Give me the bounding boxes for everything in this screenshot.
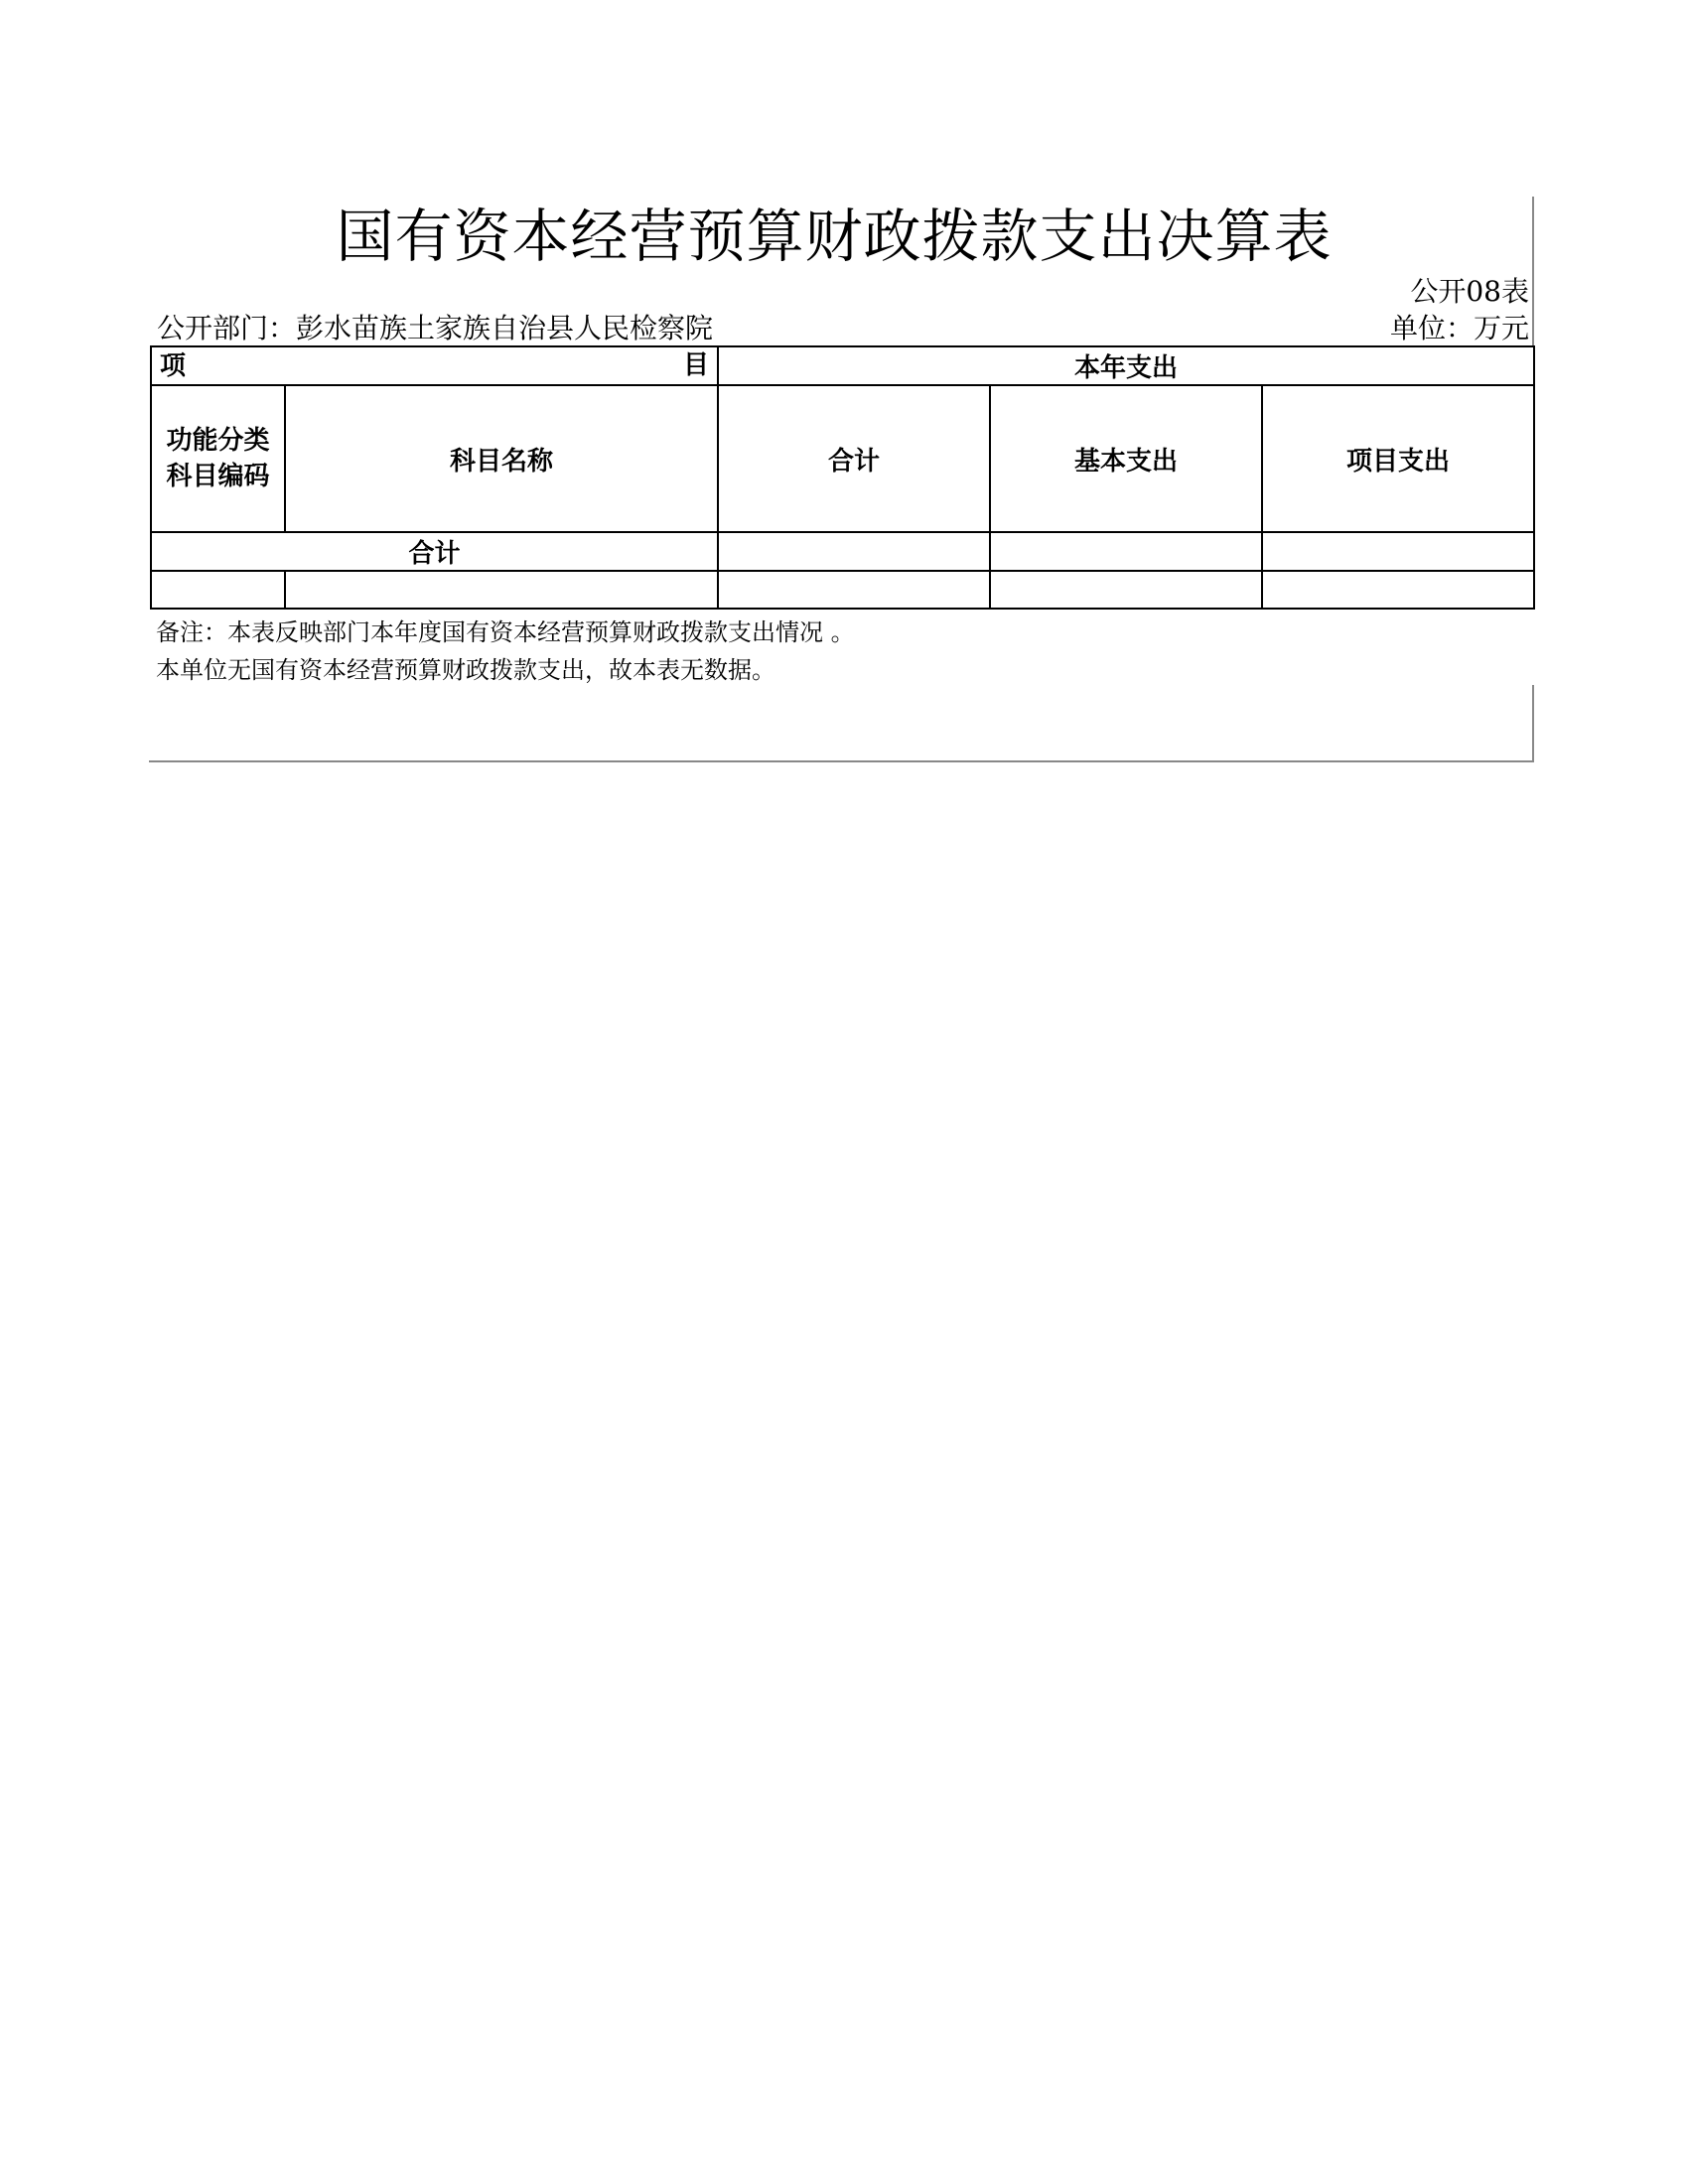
row-project	[1262, 571, 1534, 609]
notes	[156, 614, 855, 689]
total-project-value	[1262, 532, 1534, 571]
page-title: 国有资本经营预算财政拨款支出决算表	[336, 203, 1333, 270]
header-row-1	[151, 346, 1534, 385]
frame-line-right-bottom	[1532, 685, 1534, 762]
header-code-line2: 科目编码	[166, 462, 270, 491]
row-total	[718, 571, 990, 609]
header-basic: 基本支出	[990, 385, 1262, 532]
row-name	[285, 571, 718, 609]
table-number: 公开08表	[1410, 275, 1529, 308]
table-row	[151, 571, 1534, 609]
header-project-left: 项	[160, 350, 187, 381]
note-line-2: 本单位无国有资本经营预算财政拨款支出，故本表无数据。	[156, 656, 775, 684]
department-label: 公开部门：彭水苗族土家族自治县人民检察院	[157, 312, 714, 344]
header-code-line1: 功能分类	[166, 426, 270, 456]
header-project-cell	[151, 346, 718, 385]
header-project-right: 目	[683, 350, 710, 380]
row-code	[151, 571, 285, 609]
expenditure-table	[150, 345, 1535, 610]
table-row-total	[151, 532, 1534, 571]
total-basic-value	[990, 532, 1262, 571]
header-subject-name: 科目名称	[285, 385, 718, 532]
header-total: 合计	[718, 385, 990, 532]
frame-line-right-top	[1532, 197, 1534, 345]
unit-label: 单位：万元	[1389, 312, 1529, 344]
header-current-year: 本年支出	[718, 346, 1534, 385]
header-function-code	[151, 385, 285, 532]
total-label: 合计	[151, 532, 718, 571]
note-line-1: 备注：本表反映部门本年度国有资本经营预算财政拨款支出情况 。	[156, 618, 855, 646]
frame-line-bottom	[149, 760, 1534, 762]
header-row-2	[151, 385, 1534, 532]
header-project-expense: 项目支出	[1262, 385, 1534, 532]
row-basic	[990, 571, 1262, 609]
total-value	[718, 532, 990, 571]
